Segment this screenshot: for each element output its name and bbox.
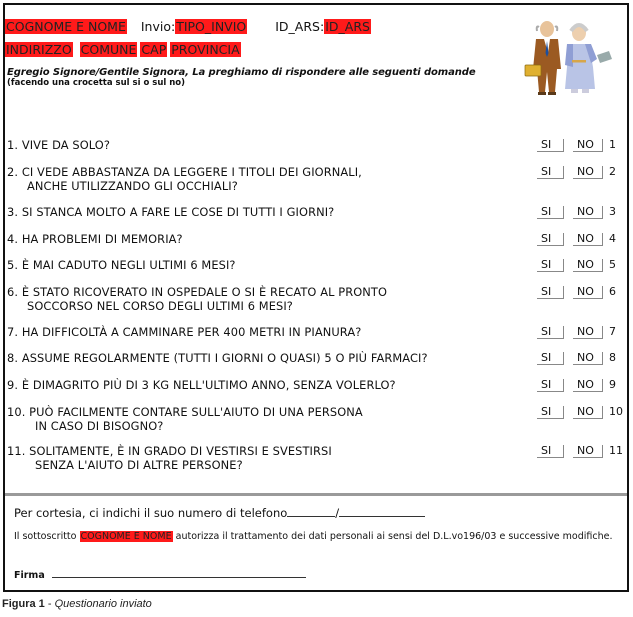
question-8: 8. ASSUME REGOLARMENTE (TUTTI I GIORNI O QUASI) 5 O PIÙ FARMACI? — [7, 351, 428, 365]
no-checkbox[interactable]: NO — [573, 445, 603, 458]
yes-checkbox[interactable]: SI — [537, 206, 564, 219]
question-number: 7 — [609, 325, 616, 338]
figure-caption — [2, 598, 152, 610]
answer-row-3 — [537, 206, 616, 220]
answer-row-9 — [537, 379, 616, 393]
question-number: 11 — [609, 444, 623, 457]
zip-field: CAP — [141, 42, 167, 57]
figure-label: Figura 1 — [2, 598, 45, 610]
question-text-cont: SOCCORSO NEL CORSO DEGLI ULTIMI 6 MESI? — [27, 298, 293, 313]
answer-row-10 — [537, 406, 623, 420]
no-checkbox[interactable]: NO — [573, 259, 603, 272]
section-divider — [5, 493, 627, 496]
answer-row-5 — [537, 259, 616, 273]
question-4: 4. HA PROBLEMI DI MEMORIA? — [7, 232, 183, 246]
question-number: 2 — [609, 165, 616, 178]
answer-row-11 — [537, 445, 623, 459]
intro-text — [7, 67, 477, 88]
question-text: CI VEDE ABBASTANZA DA LEGGERE I TITOLI DEI GIORNALI, — [21, 165, 362, 179]
question-text: SI STANCA MOLTO A FARE LE COSE DI TUTTI I GIORNI? — [21, 205, 335, 219]
no-checkbox[interactable]: NO — [573, 379, 603, 392]
phone-request — [14, 506, 425, 520]
question-2: 2. CI VEDE ABBASTANZA DA LEGGERE I TITOLI DEI GIORNALI, ANCHE UTILIZZANDO GLI OCCHIALI? — [7, 165, 362, 193]
figure-title: Questionario inviato — [54, 598, 152, 610]
no-checkbox[interactable]: NO — [573, 286, 603, 299]
invio-value: TIPO_INVIO — [176, 19, 247, 34]
name-placeholder: COGNOME E NOME — [6, 19, 126, 34]
yes-checkbox[interactable]: SI — [537, 352, 564, 365]
questionnaire-form — [3, 3, 629, 592]
answer-row-2 — [537, 166, 616, 180]
no-checkbox[interactable]: NO — [573, 139, 603, 152]
question-9: 9. È DIMAGRITO PIÙ DI 3 KG NELL'ULTIMO ANNO, SENZA VOLERLO? — [7, 378, 396, 392]
question-3: 3. SI STANCA MOLTO A FARE LE COSE DI TUTTI I GIORNI? — [7, 205, 335, 219]
question-number: 3 — [609, 205, 616, 218]
no-checkbox[interactable]: NO — [573, 326, 603, 339]
privacy-consent — [14, 531, 624, 543]
question-number: 5 — [609, 258, 616, 271]
phone-prefix-field[interactable] — [287, 507, 335, 517]
caption-dash: - — [44, 598, 55, 610]
question-number: 4 — [609, 232, 616, 245]
no-checkbox[interactable]: NO — [573, 166, 603, 179]
question-text: È MAI CADUTO NEGLI ULTIMI 6 MESI? — [21, 258, 236, 272]
question-number: 9 — [609, 378, 616, 391]
question-text: VIVE DA SOLO? — [21, 138, 111, 152]
elderly-couple-illustration — [517, 17, 625, 99]
yes-checkbox[interactable]: SI — [537, 233, 564, 246]
question-text: HA PROBLEMI DI MEMORIA? — [21, 232, 183, 246]
id-label: ID_ARS: — [275, 19, 325, 34]
question-text: PUÒ FACILMENTE CONTARE SULL'AIUTO DI UNA PERSONA — [29, 405, 363, 419]
header-row-1 — [5, 19, 371, 34]
signature-label: Firma — [14, 570, 45, 581]
question-text: È STATO RICOVERATO IN OSPEDALE O SI È RECATO AL PRONTO — [21, 285, 388, 299]
question-text: SOLITAMENTE, È IN GRADO DI VESTIRSI E SVESTIRSI — [29, 444, 332, 458]
answer-row-1 — [537, 139, 616, 153]
consent-name-placeholder: COGNOME E NOME — [80, 531, 172, 542]
question-number: 6 — [609, 285, 616, 298]
question-text: ASSUME REGOLARMENTE (TUTTI I GIORNI O QUASI) 5 O PIÙ FARMACI? — [21, 351, 428, 365]
question-text-cont: SENZA L'AIUTO DI ALTRE PERSONE? — [35, 457, 243, 472]
consent-prefix: Il sottoscritto — [14, 531, 77, 542]
yes-checkbox[interactable]: SI — [537, 286, 564, 299]
address-field: INDIRIZZO — [6, 42, 72, 57]
yes-checkbox[interactable]: SI — [537, 166, 564, 179]
question-text-cont: ANCHE UTILIZZANDO GLI OCCHIALI? — [27, 178, 238, 193]
question-1: 1. VIVE DA SOLO? — [7, 138, 111, 152]
yes-checkbox[interactable]: SI — [537, 139, 564, 152]
question-10: 10. PUÒ FACILMENTE CONTARE SULL'AIUTO DI UNA PERSONA IN CASO DI BISOGNO? — [7, 405, 363, 433]
question-number: 8 — [609, 351, 616, 364]
invio-label: Invio: — [140, 19, 176, 34]
consent-text: autorizza il trattamento dei dati personali ai sensi del D.L.vo196/03 e successive modifiche. — [175, 531, 613, 542]
yes-checkbox[interactable]: SI — [537, 326, 564, 339]
question-5: 5. È MAI CADUTO NEGLI ULTIMI 6 MESI? — [7, 258, 236, 272]
no-checkbox[interactable]: NO — [573, 206, 603, 219]
id-value: ID_ARS — [325, 19, 370, 34]
answer-row-7 — [537, 326, 616, 340]
phone-separator: / — [335, 506, 340, 520]
question-text-cont: IN CASO DI BISOGNO? — [35, 418, 164, 433]
question-number: 10 — [609, 405, 623, 418]
yes-checkbox[interactable]: SI — [537, 445, 564, 458]
yes-checkbox[interactable]: SI — [537, 406, 564, 419]
question-11: 11. SOLITAMENTE, È IN GRADO DI VESTIRSI E SVESTIRSI SENZA L'AIUTO DI ALTRE PERSONE? — [7, 444, 332, 472]
question-6: 6. È STATO RICOVERATO IN OSPEDALE O SI È RECATO AL PRONTO SOCCORSO NEL CORSO DEGLI ULTIMI 6 MESI? — [7, 285, 388, 313]
no-checkbox[interactable]: NO — [573, 406, 603, 419]
answer-row-8 — [537, 352, 616, 366]
intro-instructions: (facendo una crocetta sul si o sul no) — [7, 78, 186, 88]
no-checkbox[interactable]: NO — [573, 352, 603, 365]
city-field: COMUNE — [80, 42, 137, 57]
province-field: PROVINCIA — [171, 42, 240, 57]
intro-greeting: Egregio Signore/Gentile Signora, La preghiamo di rispondere alle seguenti domande — [7, 67, 476, 78]
address-row — [5, 42, 244, 57]
answer-row-6 — [537, 286, 616, 300]
phone-number-field[interactable] — [339, 507, 425, 517]
yes-checkbox[interactable]: SI — [537, 259, 564, 272]
answer-row-4 — [537, 233, 616, 247]
signature-field[interactable] — [52, 568, 306, 578]
question-text: HA DIFFICOLTÀ A CAMMINARE PER 400 METRI IN PIANURA? — [21, 325, 362, 339]
signature-row — [14, 568, 306, 581]
question-text: È DIMAGRITO PIÙ DI 3 KG NELL'ULTIMO ANNO, SENZA VOLERLO? — [21, 378, 396, 392]
question-7: 7. HA DIFFICOLTÀ A CAMMINARE PER 400 METRI IN PIANURA? — [7, 325, 362, 339]
no-checkbox[interactable]: NO — [573, 233, 603, 246]
yes-checkbox[interactable]: SI — [537, 379, 564, 392]
question-number: 1 — [609, 138, 616, 151]
phone-label: Per cortesia, ci indichi il suo numero di telefono — [14, 506, 288, 520]
